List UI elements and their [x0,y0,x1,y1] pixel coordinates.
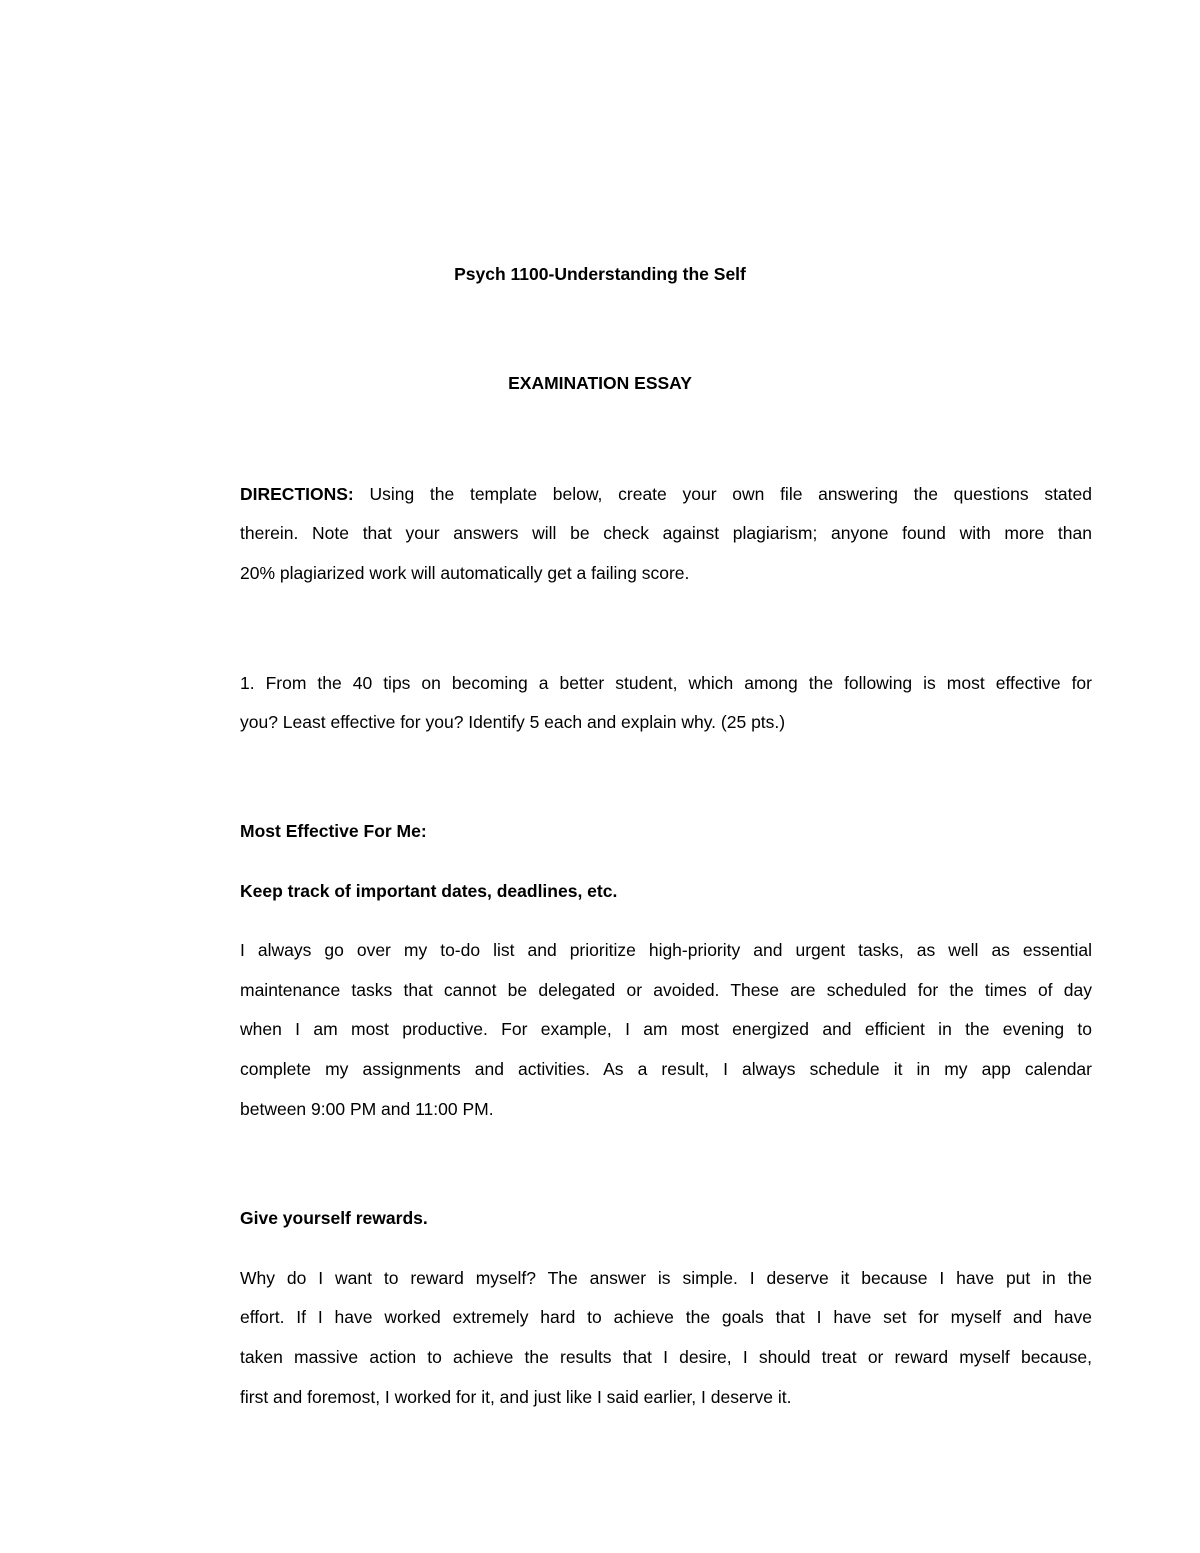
tip-1-line-3: when I am most productive. For example, I am most energized and efficient in the evening to [240,1019,1092,1039]
exam-title: EXAMINATION ESSAY [508,373,692,393]
tip-1-line-1: I always go over my to-do list and prioritize high-priority and urgent tasks, as well as essential [240,940,1092,960]
directions-line-1 [240,484,1092,504]
directions-line-3: 20% plagiarized work will automatically get a failing score. [240,563,690,583]
directions-text-1: Using the template below, create your own file answering the questions stated [353,484,1092,504]
tip-2-heading: Give yourself rewards. [240,1208,428,1228]
course-title: Psych 1100-Understanding the Self [454,264,746,284]
tip-1-line-5: between 9:00 PM and 11:00 PM. [240,1099,494,1119]
question-1-line-2: you? Least effective for you? Identify 5 each and explain why. (25 pts.) [240,712,786,732]
tip-1-heading: Keep track of important dates, deadlines, etc. [240,881,618,901]
tip-1-line-2: maintenance tasks that cannot be delegated or avoided. These are scheduled for the times of day [240,980,1092,1000]
most-effective-heading: Most Effective For Me: [240,821,427,841]
tip-2-line-3: taken massive action to achieve the results that I desire, I should treat or reward myself because, [240,1347,1092,1367]
directions-label: DIRECTIONS: [240,484,354,504]
tip-1-line-4: complete my assignments and activities. As a result, I always schedule it in my app calendar [240,1059,1092,1079]
tip-2-line-2: effort. If I have worked extremely hard to achieve the goals that I have set for myself and have [240,1307,1092,1327]
tip-2-line-4: first and foremost, I worked for it, and just like I said earlier, I deserve it. [240,1387,792,1407]
directions-line-2: therein. Note that your answers will be check against plagiarism; anyone found with more than [240,523,1092,543]
question-1-line-1: 1. From the 40 tips on becoming a better student, which among the following is most effective for [240,673,1092,693]
tip-2-line-1: Why do I want to reward myself? The answer is simple. I deserve it because I have put in the [240,1268,1092,1288]
